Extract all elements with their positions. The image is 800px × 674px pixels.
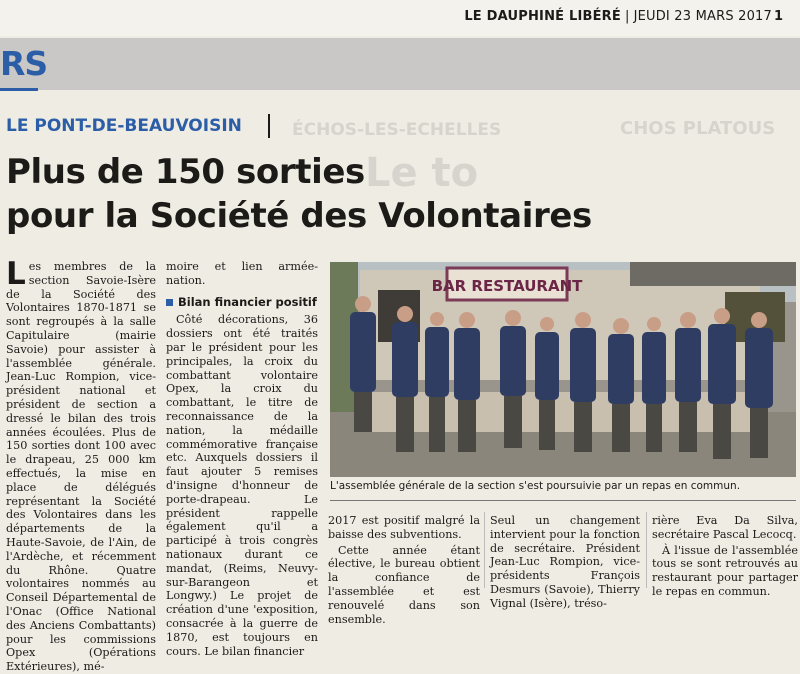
column-1-text: es membres de la section Savoie-Isère de la Société des Volontaires 1870-1871 se sont regroupés à la salle Capitulaire (mairie Savoie) pour assister à l'assemblée générale. Jean-Luc Rompion, vice-président national et président de section a dressé le bilan des trois années écoulées. Plus de 150 sorties dont 100 avec le drapeau, 25 000 km effectués, la mise en place de délégués représentant la Société des Volontaires dans les départements de la Haute-Savoie, de l'Ain, de l'Ardèche, et récemment du Rhône. Quatre volontaires nommés au Conseil Départemental de l'Onac (Office National des Anciens Combattants) pour les commissions Opex (Opérations Extérieures), mé- bbox=[6, 260, 156, 674]
article-column-3 bbox=[328, 514, 480, 626]
column-2-continuation: moire et lien armée-nation. bbox=[166, 260, 318, 287]
issue-date: JEUDI 23 MARS 2017 bbox=[633, 9, 772, 24]
photo-caption: L'assemblée générale de la section s'est poursuivie par un repas en commun. bbox=[330, 480, 741, 492]
subhead-label: Bilan financier positif bbox=[178, 294, 317, 309]
bleed-through-text-a: ÉCHOS-LES-ECHELLES bbox=[292, 120, 502, 140]
caption-rule bbox=[330, 500, 796, 501]
column-3-text-b: Cette année étant élective, le bureau obtient la confiance de l'assemblée et est renouvelé dans son ensemble. bbox=[328, 543, 480, 626]
section-rubric: RS bbox=[0, 44, 48, 83]
section-band bbox=[0, 38, 800, 90]
subhead bbox=[166, 296, 318, 310]
rubric-underline bbox=[0, 88, 38, 91]
masthead-separator: | bbox=[624, 9, 630, 24]
headline-line-2: pour la Société des Volontaires bbox=[6, 196, 592, 236]
bleed-through-text-c: CHOS PLATOUS bbox=[620, 118, 776, 139]
column-4-text: Seul un changement intervient pour la fonction de secrétaire. Président Jean-Luc Rompion, vice-présidents François Desmurs (Savoie), Thierry Vignal (Isère), tréso- bbox=[490, 514, 640, 610]
location-kicker: LE PONT-DE-BEAUVOISIN bbox=[6, 116, 242, 136]
column-3-text-a: 2017 est positif malgré la baisse des subventions. bbox=[328, 514, 480, 541]
column-5-text-a: rière Eva Da Silva, secrétaire Pascal Lecocq. bbox=[652, 514, 798, 541]
article-headline bbox=[6, 150, 646, 238]
drop-cap: L bbox=[6, 256, 26, 292]
article-column-1 bbox=[6, 256, 156, 674]
bleed-through-text-b: Le to bbox=[365, 150, 479, 196]
masthead bbox=[0, 0, 800, 36]
column-divider-3 bbox=[484, 512, 485, 588]
group-photo bbox=[330, 262, 796, 477]
article-column-5 bbox=[652, 514, 798, 599]
column-2-text: Côté décorations, 36 dossiers ont été traités par le président pour les principales, la croix du combattant volontaire Opex, la croix du combattant, le titre de reconnaissance de la nation, la médaille commémorative française etc. Auxquels dossiers il faut ajouter 5 remises d'insigne d'honneur de porte-drapeau. Le président rappelle également qu'il a participé à trois congrès nationaux durant ce mandat, (Reims, Neuvy-sur-Barangeon et Longwy.) Le projet de création d'une 'exposition, consacrée à la guerre de 1870, est toujours en cours. Le bilan financier bbox=[166, 313, 318, 658]
column-5-text-b: À l'issue de l'assemblée tous se sont retrouvés au restaurant pour partager le repas en commun. bbox=[652, 543, 798, 598]
column-divider-4 bbox=[646, 512, 647, 588]
group-photo-illustration bbox=[330, 262, 796, 477]
masthead-line bbox=[464, 9, 772, 24]
article-column-4 bbox=[490, 514, 640, 611]
newspaper-name: LE DAUPHINÉ LIBÉRÉ bbox=[464, 9, 621, 24]
subhead-square-icon bbox=[166, 299, 173, 306]
headline-line-1: Plus de 150 sorties bbox=[6, 152, 365, 192]
article-column-2 bbox=[166, 260, 318, 658]
restaurant-sign: BAR RESTAURANT bbox=[431, 277, 583, 295]
page-number: 1 bbox=[774, 9, 784, 24]
kicker-divider bbox=[268, 114, 270, 138]
